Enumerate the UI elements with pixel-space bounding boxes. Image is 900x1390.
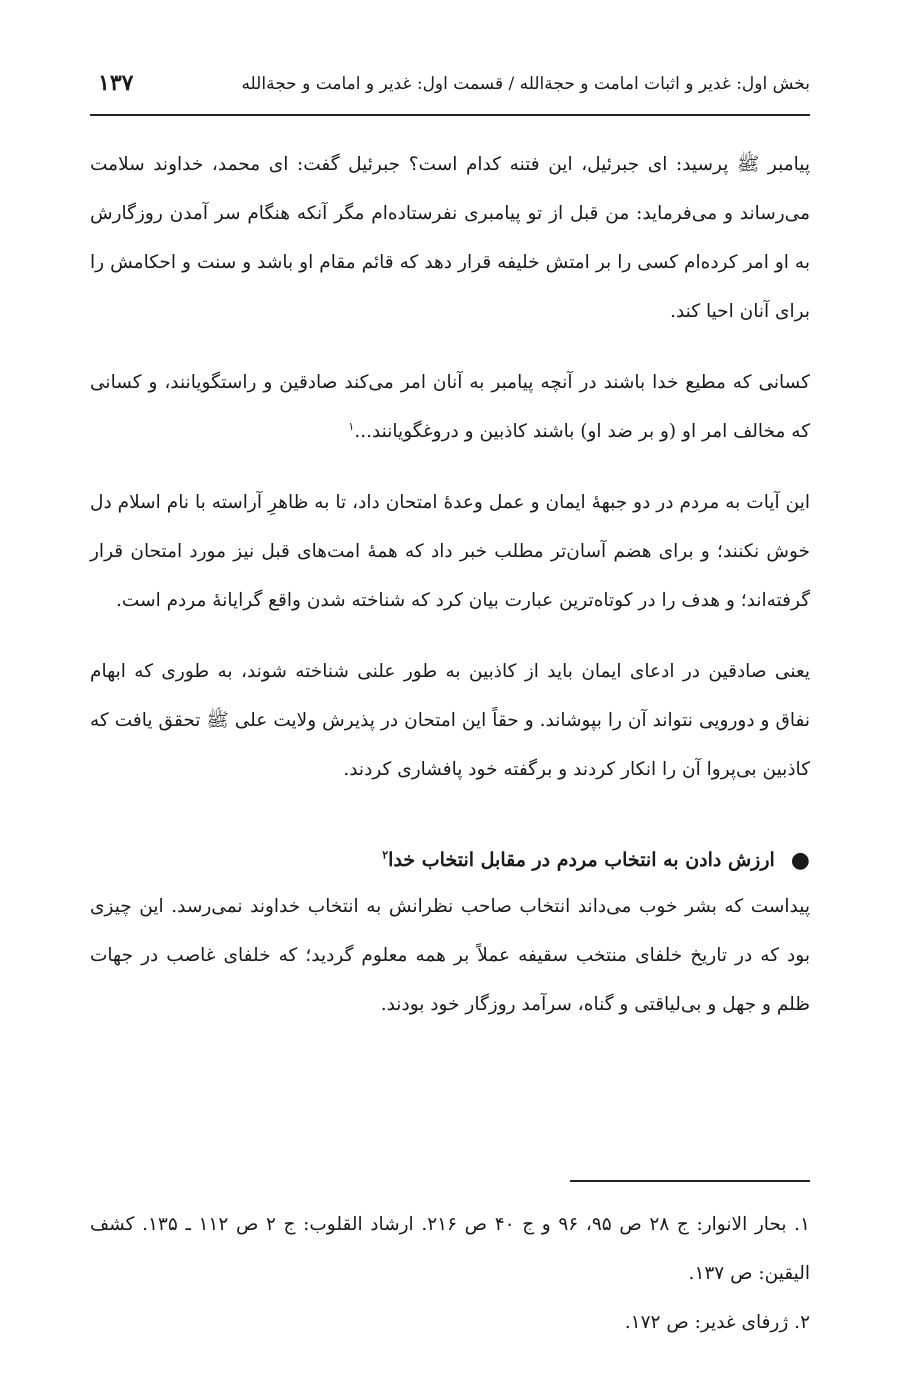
footnote-ref: ۱ bbox=[348, 419, 355, 433]
paragraph: پیامبر ﷺ پرسید: ای جبرئیل، این فتنه کدام است؟ جبرئیل گفت: ای محمد، خداوند سلامت می‌رساند و می‌فرماید: من قبل از تو پیامبری نفرستاده‌ام مگر آنکه هنگام سر آمدن روزگارش به او امر کرده‌ام کسی را بر امتش خلیفه قرار دهد که قائم مقام او باشد و سنت و احکامش را برای آنان احیا کند. bbox=[90, 154, 810, 322]
page-number: ۱۳۷ bbox=[98, 70, 134, 96]
book-page bbox=[90, 0, 810, 1390]
running-header-title: بخش اول: غدیر و اثبات امامت و حجةالله / قسمت اول: غدیر و امامت و حجةالله bbox=[241, 74, 810, 94]
footnote: ۱. بحار الانوار: ج ۲۸ ص ۹۵، ۹۶ و ج ۴۰ ص ۲۱۶. ارشاد القلوب: ج ۲ ص ۱۱۲ ـ ۱۳۵. کشف الیقین: ص ۱۳۷. bbox=[90, 1214, 810, 1284]
footnote-divider bbox=[570, 1180, 810, 1182]
footnote: ۲. ژرفای غدیر: ص ۱۷۲. bbox=[624, 1312, 810, 1333]
running-header bbox=[90, 68, 810, 116]
paragraph-text: کسانی که مطیع خدا باشند در آنچه پیامبر به آنان امر می‌کند صادقین و راستگویانند، و کسانی که مخالف امر او (و بر ضد او) باشند کاذبین و دروغگویانند... bbox=[90, 372, 810, 442]
paragraph: پیداست که بشر خوب می‌داند انتخاب صاحب نظرانش به انتخاب خداوند نمی‌رسد. این چیزی بود که در تاریخ خلفای منتخب سقیفه عملاً بر همه معلوم گردید؛ که خلفای غاصب در جهات ظلم و جهل و بی‌لیاقتی و گناه، سرآمد روزگار خود بودند. bbox=[90, 896, 810, 1015]
paragraph: یعنی صادقین در ادعای ایمان باید از کاذبین به طور علنی شناخته شوند، به طوری که ابهام نفاق و دورویی نتواند آن را بپوشاند. و حقاً این امتحان در پذیرش ولایت علی ﷺ تحقق یافت که کاذبین بی‌پروا آن را انکار کردند و برگفته خود پافشاری کردند. bbox=[90, 661, 810, 780]
quote-paragraph bbox=[90, 358, 810, 456]
footnotes bbox=[90, 1200, 810, 1347]
footnote-ref: ۲ bbox=[382, 848, 389, 862]
section-heading bbox=[90, 838, 810, 882]
section-heading-text: ارزش دادن به انتخاب مردم در مقابل انتخاب خدا bbox=[388, 849, 775, 871]
paragraph: این آیات به مردم در دو جبهۀ ایمان و عمل وعدۀ امتحان داد، تا به ظاهرِ آراسته با نام اسلام دل خوش نکنند؛ و برای هضم آسان‌تر مطلب خبر داد که همۀ امت‌های قبل نیز مورد امتحان قرار گرفته‌اند؛ و هدف را در کوتاه‌ترین عبارت بیان کرد که شناخته شدن واقع گرایانۀ مردم است. bbox=[90, 492, 810, 611]
page-body bbox=[90, 140, 810, 1051]
bullet-icon: ● bbox=[790, 847, 810, 873]
